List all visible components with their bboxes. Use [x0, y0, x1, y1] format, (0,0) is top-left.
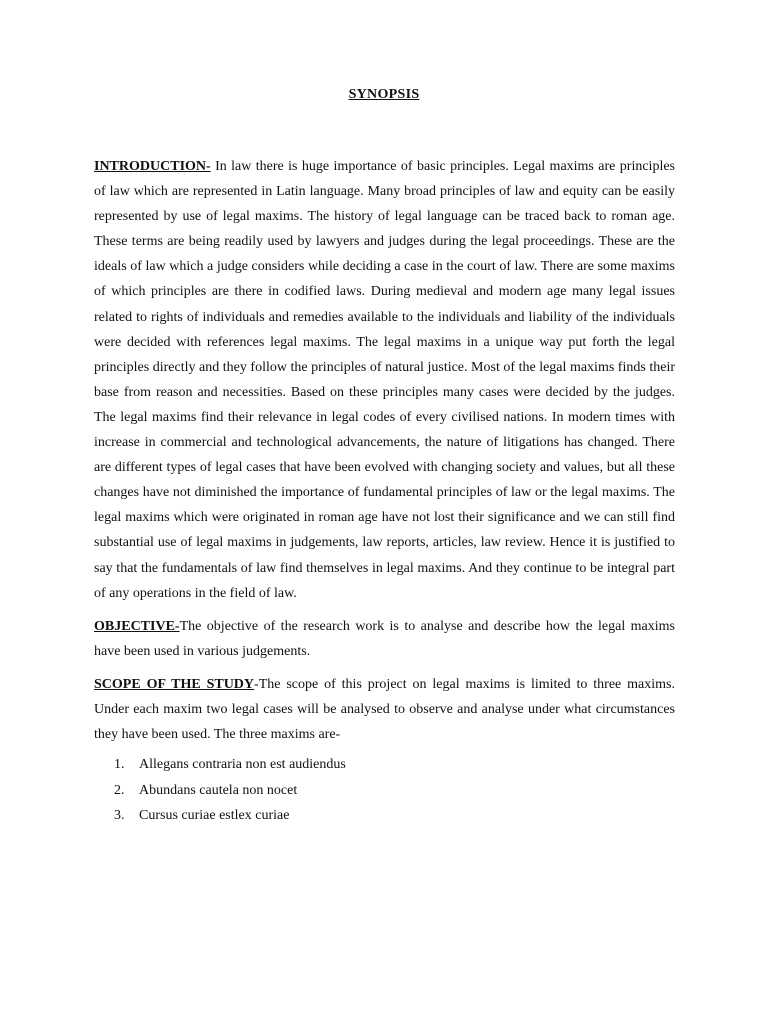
introduction-heading: INTRODUCTION-: [94, 159, 211, 174]
document-title: SYNOPSIS: [348, 87, 420, 102]
introduction-text: In law there is huge importance of basic principles. Legal maxims are principles of law which are represented in Latin language. Many broad principles of law and equity can be easily represented by use of legal maxims. The history of legal language can be traced back to roman age. These terms are being readily used by lawyers and judges during the legal proceedings. These are the ideals of law which a judge considers while deciding a case in the court of law. There are some maxims of which principles are there in codified laws. During medieval and modern age many legal issues related to rights of individuals and remedies available to the individuals and liability of the individuals were decided with references legal maxims. The legal maxims in a unique way put forth the legal principles directly and they follow the principles of natural justice. Most of the legal maxims finds their base from reason and necessities. Based on these principles many cases were decided by the judges. The legal maxims find their relevance in legal codes of every civilised nations. In modern times with increase in commercial and technological advancements, the nature of litigations has changed. There are different types of legal cases that have been evolved with changing society and values, but all these changes have not diminished the importance of fundamental principles of law or the legal maxims. The legal maxims which were originated in roman age have not lost their significance and we can still find substantial use of legal maxims in judgements, law reports, articles, law review. Hence it is justified to say that the fundamentals of law find themselves in legal maxims. And they continue to be integral part of any operations in the field of law.: [94, 159, 675, 601]
objective-text: The objective of the research work is to analyse and describe how the legal maxims have been used in various judgements.: [94, 618, 675, 659]
list-item-text: Abundans cautela non nocet: [139, 782, 298, 798]
list-item-number: 1.: [114, 757, 125, 773]
scope-text: -The scope of this project on legal maxims is limited to three maxims. Under each maxim two legal cases will be analysed to observe and analyse under what circumstances they have been used. The three maxims are-: [94, 676, 675, 743]
scope-paragraph: [94, 672, 675, 747]
list-item-number: 3.: [114, 808, 125, 824]
list-item: [94, 752, 675, 778]
list-item: [94, 778, 675, 804]
list-item-text: Cursus curiae estlex curiae: [139, 808, 290, 824]
list-item: [94, 803, 675, 829]
introduction-paragraph: [94, 154, 675, 606]
objective-paragraph: [94, 614, 675, 664]
objective-heading: OBJECTIVE-: [94, 618, 180, 634]
list-item-number: 2.: [114, 782, 125, 798]
list-item-text: Allegans contraria non est audiendus: [139, 757, 346, 773]
document-body: [94, 154, 675, 829]
maxims-list: [94, 752, 675, 829]
scope-heading: SCOPE OF THE STUDY: [94, 676, 255, 692]
